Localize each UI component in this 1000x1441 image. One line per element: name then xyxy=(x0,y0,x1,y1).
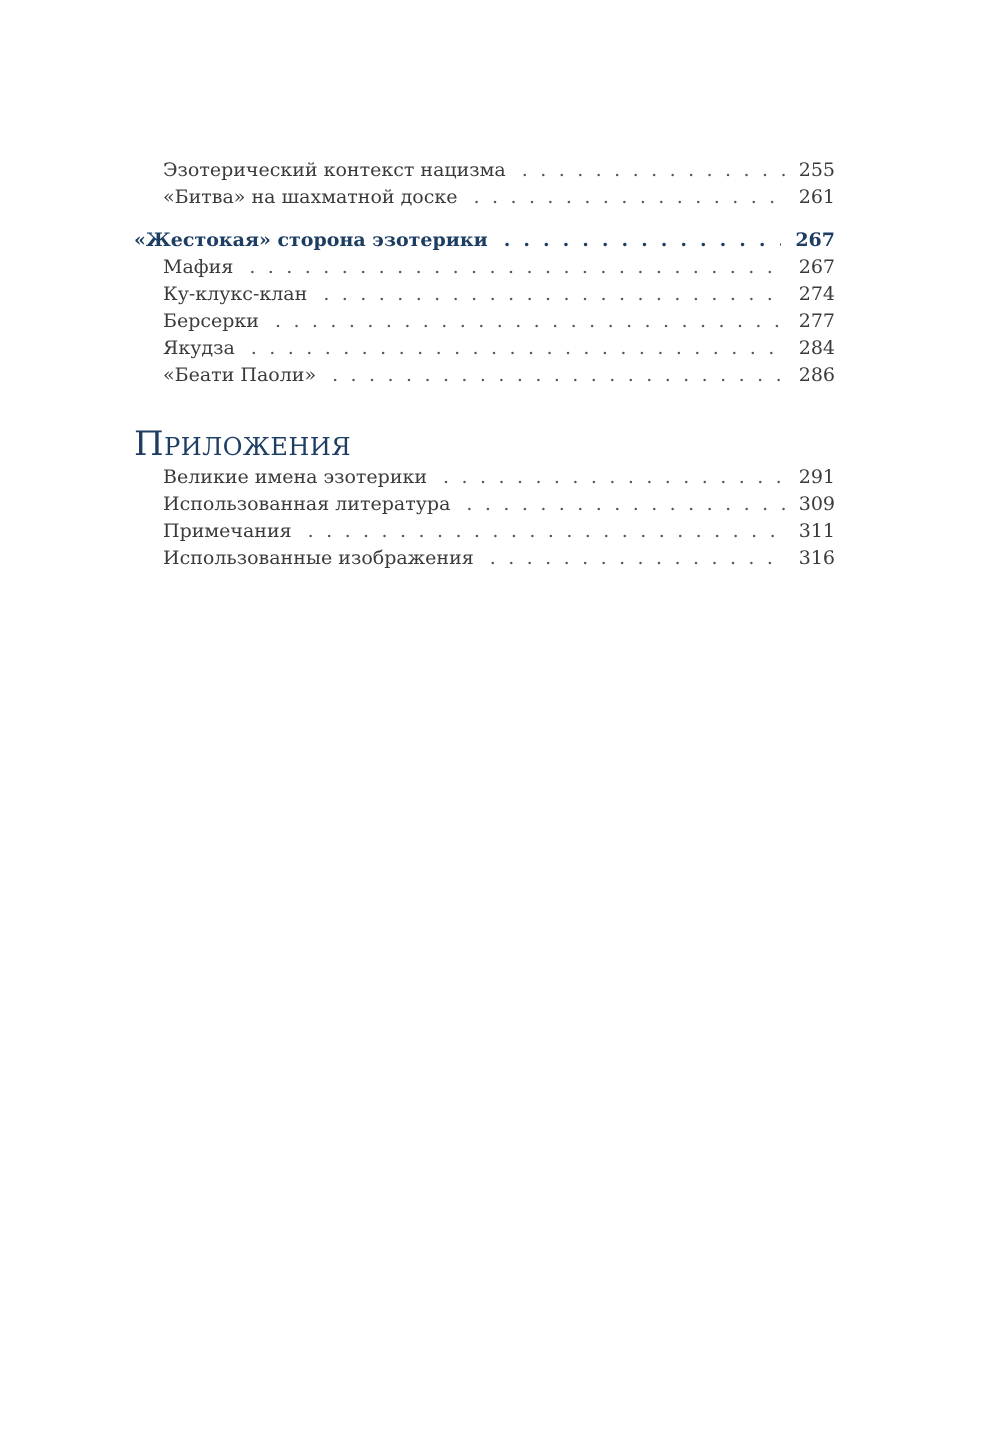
toc-entry-page: 286 xyxy=(798,364,835,386)
toc-entry-page: 284 xyxy=(798,337,835,359)
toc-entry[interactable] xyxy=(163,281,835,308)
toc-entry-title: Якудза xyxy=(163,337,235,359)
toc-entry[interactable] xyxy=(163,157,835,184)
dot-leader xyxy=(474,184,785,211)
toc-entry[interactable] xyxy=(163,545,835,572)
dot-leader xyxy=(308,518,785,545)
dot-leader xyxy=(251,335,785,362)
appendix-heading: Приложения xyxy=(134,424,352,464)
toc-entry[interactable] xyxy=(163,254,835,281)
toc-chapter[interactable] xyxy=(134,227,835,254)
toc-entry-title: Использованная литература xyxy=(163,493,451,515)
dot-leader xyxy=(443,464,785,491)
dot-leader xyxy=(332,362,785,389)
toc-chapter-page: 267 xyxy=(795,229,835,251)
toc-entry[interactable] xyxy=(163,362,835,389)
toc-entry-title: Примечания xyxy=(163,520,292,542)
toc-entry-page: 291 xyxy=(798,466,835,488)
dot-leader xyxy=(490,545,785,572)
toc-chapter-title: «Жестокая» сторона эзотерики xyxy=(134,229,488,251)
dot-leader xyxy=(466,491,784,518)
toc-entry-page: 316 xyxy=(798,547,835,569)
toc-entry[interactable] xyxy=(163,464,835,491)
toc-entry-page: 311 xyxy=(798,520,835,542)
toc-entry-page: 277 xyxy=(798,310,835,332)
dot-leader xyxy=(504,227,782,254)
toc-entry-title: Эзотерический контекст нацизма xyxy=(163,159,506,181)
dot-leader xyxy=(275,308,785,335)
toc-entry-page: 267 xyxy=(798,256,835,278)
toc-entry-title: «Беати Паоли» xyxy=(163,364,317,386)
toc-entry-title: Великие имена эзотерики xyxy=(163,466,428,488)
dot-leader xyxy=(323,281,784,308)
toc-entry-title: Использованные изображения xyxy=(163,547,474,569)
toc-entry[interactable] xyxy=(163,491,835,518)
toc-entry[interactable] xyxy=(163,335,835,362)
toc-entry-page: 309 xyxy=(798,493,835,515)
toc-entry-page: 255 xyxy=(798,159,835,181)
dot-leader xyxy=(249,254,784,281)
toc-entry[interactable] xyxy=(163,518,835,545)
dot-leader xyxy=(522,157,785,184)
toc-entry-page: 274 xyxy=(798,283,835,305)
toc-entry[interactable] xyxy=(163,308,835,335)
toc-entry-title: «Битва» на шахматной доске xyxy=(163,186,458,208)
toc-entry-page: 261 xyxy=(798,186,835,208)
toc-entry-title: Мафия xyxy=(163,256,234,278)
toc-entry-title: Берсерки xyxy=(163,310,259,332)
toc-entry[interactable] xyxy=(163,184,835,211)
toc-entry-title: Ку-клукс-клан xyxy=(163,283,308,305)
